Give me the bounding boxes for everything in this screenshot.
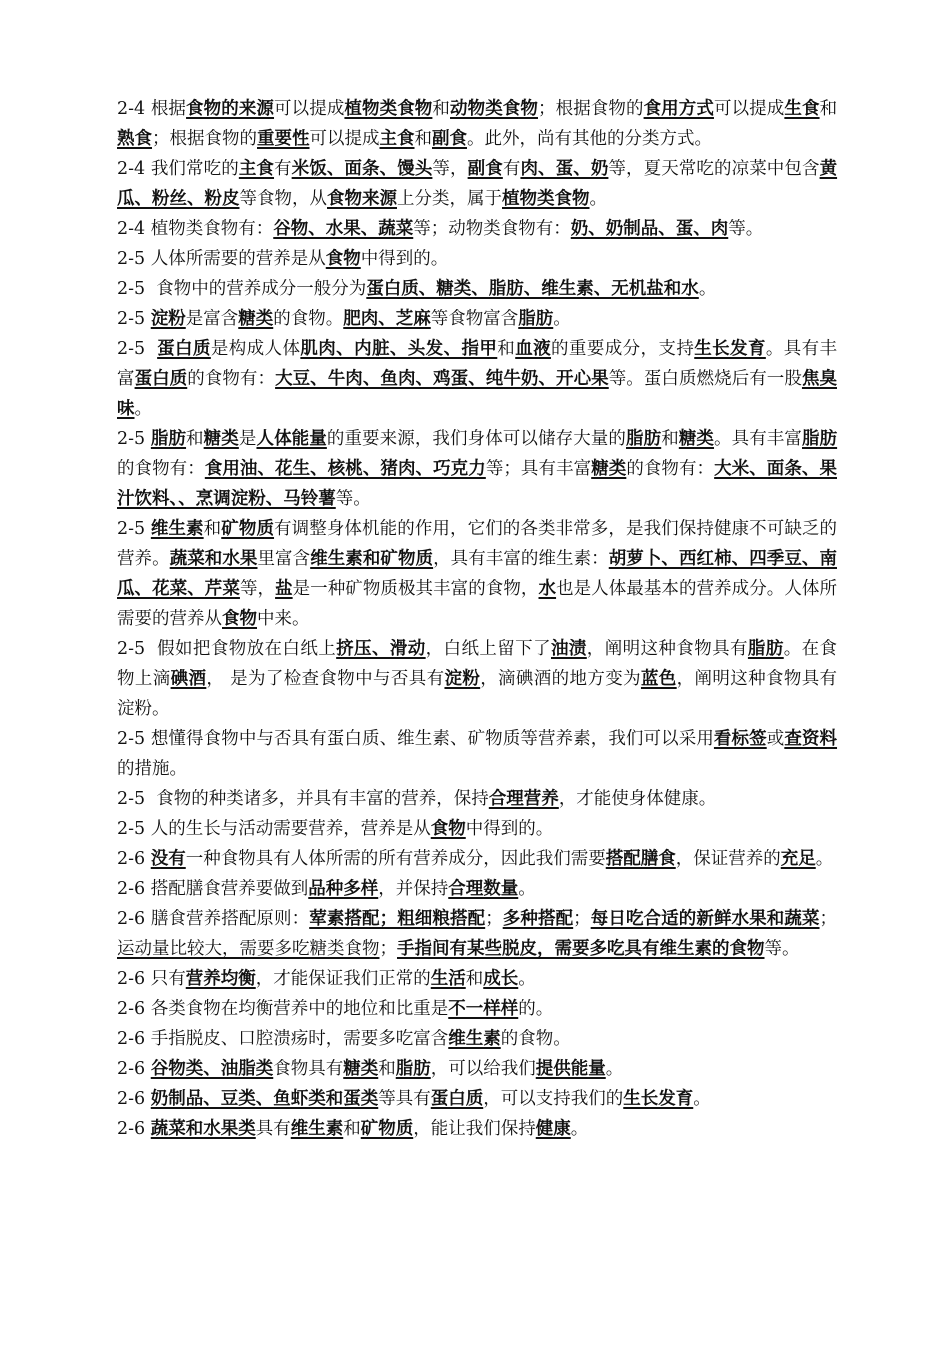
emphasized-term: 人体能量 bbox=[256, 429, 327, 449]
text-segment: 食物具有 bbox=[273, 1059, 344, 1079]
emphasized-term: 谷物、水果、蔬菜 bbox=[273, 219, 414, 239]
text-segment: 一种食物具有人体所需的所有营养成分，因此我们需要 bbox=[185, 849, 606, 869]
text-segment: 的。 bbox=[518, 999, 554, 1019]
text-segment: 的重要来源，我们身体可以储存大量的 bbox=[326, 429, 626, 449]
text-segment: 2-6 搭配膳食营养要做到 bbox=[117, 879, 309, 899]
emphasized-term: 蛋白质 bbox=[157, 339, 211, 359]
emphasized-term: 荤素搭配；粗细粮搭配 bbox=[309, 909, 486, 929]
emphasized-term: 生活 bbox=[430, 969, 466, 989]
emphasized-term: 糖类 bbox=[343, 1059, 379, 1079]
text-segment: 。 bbox=[518, 969, 536, 989]
text-segment: ；根据食物的 bbox=[538, 99, 644, 119]
text-segment: 2-5 bbox=[117, 519, 151, 539]
emphasized-term: 脂肪 bbox=[395, 1059, 431, 1079]
text-segment: 有调整身体机能的作用，它们的各类非常多，是我们保持健康不可缺乏的营养。 bbox=[117, 519, 838, 569]
emphasized-term: 提供能量 bbox=[535, 1059, 606, 1079]
text-segment: 2-5 人的生长与活动需要营养，营养是从 bbox=[117, 819, 431, 839]
text-segment: 。 bbox=[693, 1089, 711, 1109]
text-segment: 具有 bbox=[255, 1119, 291, 1139]
text-segment: 2-5 食物中的营养成分一般分为 bbox=[117, 279, 367, 299]
text-segment: 2-5 想懂得食物中与否具有蛋白质、维生素、矿物质等营养素，我们可以采用 bbox=[117, 729, 714, 749]
emphasized-term: 糖类 bbox=[238, 309, 274, 329]
text-segment: 2-6 手指脱皮、口腔溃疡时，需要多吃富含 bbox=[117, 1029, 449, 1049]
text-segment: 等。 bbox=[335, 489, 371, 509]
emphasized-term: 脂肪 bbox=[626, 429, 662, 449]
text-segment: 等。 bbox=[764, 939, 800, 959]
text-segment: 和 bbox=[432, 99, 451, 119]
emphasized-term: 奶制品、豆类、鱼虾类和蛋类 bbox=[150, 1089, 379, 1109]
text-segment: ； bbox=[379, 939, 397, 959]
text-segment: 是富含 bbox=[185, 309, 239, 329]
text-segment: 中来。 bbox=[257, 609, 310, 629]
text-segment: 和 bbox=[378, 1059, 396, 1079]
emphasized-term: 蛋白质 bbox=[134, 369, 188, 389]
text-segment: 等食物富含 bbox=[430, 309, 519, 329]
emphasized-term: 大米、面条、果汁饮料、、烹调淀粉、马铃薯 bbox=[117, 459, 837, 509]
emphasized-term: 生长发育 bbox=[623, 1089, 694, 1109]
emphasized-term: 肉、蛋、奶 bbox=[520, 159, 609, 179]
emphasized-term: 营养均衡 bbox=[185, 969, 256, 989]
emphasized-term: 脂肪 bbox=[802, 429, 838, 449]
text-segment: 。 bbox=[698, 279, 717, 299]
emphasized-term: 动物类食物 bbox=[450, 99, 538, 119]
paragraph bbox=[117, 1084, 837, 1114]
emphasized-term: 熟食 bbox=[117, 129, 152, 149]
text-segment: 和 bbox=[497, 339, 516, 359]
emphasized-term: 胡萝卜、西红柿、四季豆、南瓜、花菜、芹菜 bbox=[117, 549, 837, 599]
emphasized-term: 没有 bbox=[150, 849, 186, 869]
emphasized-term: 大豆、牛肉、鱼肉、鸡蛋、纯牛奶、开心果 bbox=[275, 369, 609, 389]
text-segment: 中得到的。 bbox=[360, 249, 449, 269]
text-segment: 。 bbox=[589, 189, 607, 209]
emphasized-term: 植物类食物 bbox=[502, 189, 590, 209]
text-segment: 2-5 假如把食物放在白纸上 bbox=[117, 639, 337, 659]
paragraph bbox=[117, 1054, 837, 1084]
text-segment: 。 bbox=[570, 1119, 589, 1139]
text-segment: 和 bbox=[343, 1119, 361, 1139]
emphasized-term: 生长发育 bbox=[694, 339, 766, 359]
emphasized-term: 搭配膳食 bbox=[605, 849, 676, 869]
emphasized-term: 盐 bbox=[275, 579, 293, 599]
emphasized-term: 合理营养 bbox=[488, 789, 559, 809]
text-segment: 2-6 bbox=[117, 1059, 151, 1079]
text-segment: ， 是为了检查食物中与否具有 bbox=[206, 669, 445, 689]
paragraph bbox=[117, 994, 837, 1024]
paragraph bbox=[117, 814, 837, 844]
text-segment: 2-4 根据 bbox=[117, 99, 187, 119]
emphasized-term: 运动量比较大，需要多吃糖类食物 bbox=[117, 939, 380, 959]
text-segment: 中得到的。 bbox=[465, 819, 554, 839]
text-segment: 等具有 bbox=[378, 1089, 431, 1109]
paragraph bbox=[117, 634, 837, 724]
text-segment: 是构成人体 bbox=[210, 339, 301, 359]
emphasized-term: 血液 bbox=[515, 339, 552, 359]
text-segment: 等， bbox=[239, 579, 276, 599]
emphasized-term: 食用方式 bbox=[643, 99, 714, 119]
emphasized-term: 食物 bbox=[430, 819, 466, 839]
emphasized-term: 每日吃合适的新鲜水果和蔬菜 bbox=[590, 909, 820, 929]
emphasized-term: 糖类 bbox=[203, 429, 239, 449]
emphasized-term: 不一样样 bbox=[448, 999, 519, 1019]
emphasized-term: 维生素 bbox=[290, 1119, 344, 1139]
text-segment: ，才能保证我们正常的 bbox=[255, 969, 431, 989]
emphasized-term: 肥肉、芝麻 bbox=[343, 309, 431, 329]
emphasized-term: 米饭、面条、馒头 bbox=[291, 159, 433, 179]
emphasized-term: 副食 bbox=[432, 129, 467, 149]
emphasized-term: 蔬菜和水果 bbox=[169, 549, 258, 569]
emphasized-term: 重要性 bbox=[257, 129, 310, 149]
text-segment: 的食物。 bbox=[273, 309, 344, 329]
text-segment: 2-4 植物类食物有： bbox=[117, 219, 274, 239]
text-segment: ，可以支持我们的 bbox=[483, 1089, 624, 1109]
emphasized-term: 手指间有某些脱皮，需要多吃具有维生素的食物 bbox=[397, 939, 765, 959]
emphasized-term: 食物来源 bbox=[327, 189, 397, 209]
emphasized-term: 维生素和矿物质 bbox=[310, 549, 434, 569]
text-segment: 。在食物上滴 bbox=[117, 639, 838, 689]
paragraph bbox=[117, 904, 837, 964]
emphasized-term: 食物 bbox=[222, 609, 257, 629]
emphasized-term: 健康 bbox=[535, 1119, 571, 1139]
emphasized-term: 水 bbox=[538, 579, 557, 599]
emphasized-term: 维生素 bbox=[150, 519, 204, 539]
emphasized-term: 植物类食物 bbox=[344, 99, 433, 119]
emphasized-term: 食用油、花生、核桃、猪肉、巧克力 bbox=[204, 459, 486, 479]
text-segment: 2-6 bbox=[117, 1089, 151, 1109]
text-segment: 有 bbox=[274, 159, 292, 179]
emphasized-term: 矿物质 bbox=[221, 519, 275, 539]
text-segment: 2-5 人体所需要的营养是从 bbox=[117, 249, 326, 269]
paragraph bbox=[117, 424, 837, 514]
emphasized-term: 脂肪 bbox=[747, 639, 784, 659]
emphasized-term: 蛋白质、糖类、脂肪、维生素、无机盐和水 bbox=[366, 279, 699, 299]
text-segment: ，可以给我们 bbox=[430, 1059, 536, 1079]
emphasized-term: 挤压、滑动 bbox=[336, 639, 426, 659]
text-segment: 2-6 bbox=[117, 849, 151, 869]
text-segment: 。具有丰富 bbox=[117, 339, 838, 389]
emphasized-term: 主食 bbox=[379, 129, 415, 149]
text-segment: 。此外，尚有其他的分类方式。 bbox=[467, 129, 712, 149]
text-segment: 等， bbox=[432, 159, 468, 179]
text-segment: 2-5 食物的种类诸多，并具有丰富的营养，保持 bbox=[117, 789, 489, 809]
emphasized-term: 糖类 bbox=[591, 459, 627, 479]
emphasized-term: 脂肪 bbox=[518, 309, 554, 329]
text-segment: 。具有丰富 bbox=[714, 429, 802, 449]
text-segment: 有 bbox=[502, 159, 521, 179]
text-segment: 和 bbox=[465, 969, 484, 989]
text-segment: 2-5 bbox=[117, 339, 158, 359]
emphasized-term: 食物 bbox=[325, 249, 361, 269]
text-segment: 里富含 bbox=[257, 549, 311, 569]
emphasized-term: 肌肉、内脏、头发、指甲 bbox=[300, 339, 498, 359]
text-segment: 的食物有： bbox=[117, 459, 205, 479]
text-segment: 可以提成 bbox=[309, 129, 380, 149]
emphasized-term: 碘酒 bbox=[170, 669, 207, 689]
emphasized-term: 合理数量 bbox=[448, 879, 519, 899]
text-segment: 等。 bbox=[728, 219, 764, 239]
paragraph bbox=[117, 514, 837, 634]
paragraph bbox=[117, 304, 837, 334]
emphasized-term: 品种多样 bbox=[308, 879, 379, 899]
emphasized-term: 淀粉 bbox=[150, 309, 186, 329]
emphasized-term: 谷物类、油脂类 bbox=[150, 1059, 274, 1079]
text-segment: 。 bbox=[518, 879, 536, 899]
text-segment: 。 bbox=[815, 849, 834, 869]
emphasized-term: 主食 bbox=[238, 159, 275, 179]
emphasized-term: 生食 bbox=[784, 99, 820, 119]
text-segment: ； bbox=[485, 909, 503, 929]
text-segment: 也是人体最基本的营养成分。人体所需要的营养从 bbox=[117, 579, 837, 629]
emphasized-term: 糖类 bbox=[678, 429, 715, 449]
document-body bbox=[117, 94, 837, 1144]
text-segment: 和 bbox=[661, 429, 679, 449]
text-segment: 的重要成分，支持 bbox=[551, 339, 695, 359]
text-segment: 可以提成 bbox=[713, 99, 785, 119]
paragraph bbox=[117, 724, 837, 784]
paragraph bbox=[117, 874, 837, 904]
text-segment: 。 bbox=[553, 309, 571, 329]
text-segment: ，滴碘酒的地方变为 bbox=[480, 669, 641, 689]
text-segment: 的措施。 bbox=[117, 759, 187, 779]
text-segment: 和 bbox=[414, 129, 432, 149]
text-segment: 上分类，属于 bbox=[397, 189, 502, 209]
text-segment: ，并保持 bbox=[378, 879, 449, 899]
emphasized-term: 矿物质 bbox=[360, 1119, 414, 1139]
text-segment: ； bbox=[573, 909, 591, 929]
text-segment: ，阐明这种食物具有 bbox=[586, 639, 748, 659]
text-segment: 和 bbox=[203, 519, 222, 539]
paragraph bbox=[117, 784, 837, 814]
text-segment: 2-4 我们常吃的 bbox=[117, 159, 239, 179]
text-segment: 2-6 bbox=[117, 1119, 151, 1139]
emphasized-term: 成长 bbox=[483, 969, 519, 989]
paragraph bbox=[117, 1024, 837, 1054]
paragraph bbox=[117, 214, 837, 244]
text-segment: ，阐明这种食物具有淀粉。 bbox=[117, 669, 838, 719]
emphasized-term: 奶、奶制品、蛋、肉 bbox=[570, 219, 729, 239]
text-segment: 等。蛋白质燃烧后有一股 bbox=[608, 369, 802, 389]
emphasized-term: 淀粉 bbox=[444, 669, 481, 689]
paragraph bbox=[117, 154, 837, 214]
emphasized-term: 多种搭配 bbox=[502, 909, 574, 929]
paragraph bbox=[117, 244, 837, 274]
emphasized-term: 蔬菜和水果类 bbox=[150, 1119, 256, 1139]
text-segment: 是一种矿物质极其丰富的食物， bbox=[292, 579, 539, 599]
text-segment: 或 bbox=[766, 729, 785, 749]
text-segment: 的食物。 bbox=[500, 1029, 571, 1049]
emphasized-term: 黄瓜、粉丝、粉皮 bbox=[117, 159, 838, 209]
emphasized-term: 焦臭味 bbox=[117, 369, 837, 419]
text-segment: 等食物，从 bbox=[239, 189, 327, 209]
paragraph bbox=[117, 274, 837, 304]
text-segment: 2-5 bbox=[117, 429, 151, 449]
text-segment: 。 bbox=[134, 399, 152, 419]
text-segment: ，白纸上留下了 bbox=[425, 639, 551, 659]
paragraph bbox=[117, 334, 837, 424]
paragraph bbox=[117, 94, 837, 154]
text-segment: 是 bbox=[238, 429, 257, 449]
paragraph bbox=[117, 844, 837, 874]
text-segment: 的食物有： bbox=[626, 459, 715, 479]
text-segment: 等；动物类食物有： bbox=[413, 219, 571, 239]
emphasized-term: 食物的来源 bbox=[186, 99, 275, 119]
text-segment: ，才能使身体健康。 bbox=[558, 789, 717, 809]
text-segment: ；根据食物的 bbox=[152, 129, 257, 149]
paragraph bbox=[117, 1114, 837, 1144]
emphasized-term: 蛋白质 bbox=[430, 1089, 484, 1109]
emphasized-term: 查资料 bbox=[784, 729, 838, 749]
text-segment: 等；具有丰富 bbox=[485, 459, 592, 479]
emphasized-term: 维生素 bbox=[448, 1029, 501, 1049]
emphasized-term: 看标签 bbox=[713, 729, 767, 749]
emphasized-term: 脂肪 bbox=[150, 429, 187, 449]
text-segment: ； bbox=[819, 909, 838, 929]
paragraph bbox=[117, 964, 837, 994]
text-segment: 和 bbox=[819, 99, 838, 119]
emphasized-term: 副食 bbox=[467, 159, 503, 179]
text-segment: 2-6 各类食物在均衡营养中的地位和比重是 bbox=[117, 999, 449, 1019]
text-segment: 。 bbox=[605, 1059, 624, 1079]
emphasized-term: 充足 bbox=[780, 849, 816, 869]
text-segment: ，能让我们保持 bbox=[413, 1119, 536, 1139]
text-segment: ，保证营养的 bbox=[675, 849, 781, 869]
text-segment: 等，夏天常吃的凉菜中包含 bbox=[608, 159, 820, 179]
text-segment: ，具有丰富的维生素： bbox=[433, 549, 609, 569]
emphasized-term: 油渍 bbox=[550, 639, 587, 659]
text-segment: 2-6 只有 bbox=[117, 969, 186, 989]
text-segment: 可以提成 bbox=[274, 99, 345, 119]
emphasized-term: 蓝色 bbox=[640, 669, 677, 689]
text-segment: 的食物有： bbox=[187, 369, 276, 389]
text-segment: 2-5 bbox=[117, 309, 151, 329]
text-segment: 2-6 膳食营养搭配原则： bbox=[117, 909, 310, 929]
text-segment: 和 bbox=[186, 429, 204, 449]
